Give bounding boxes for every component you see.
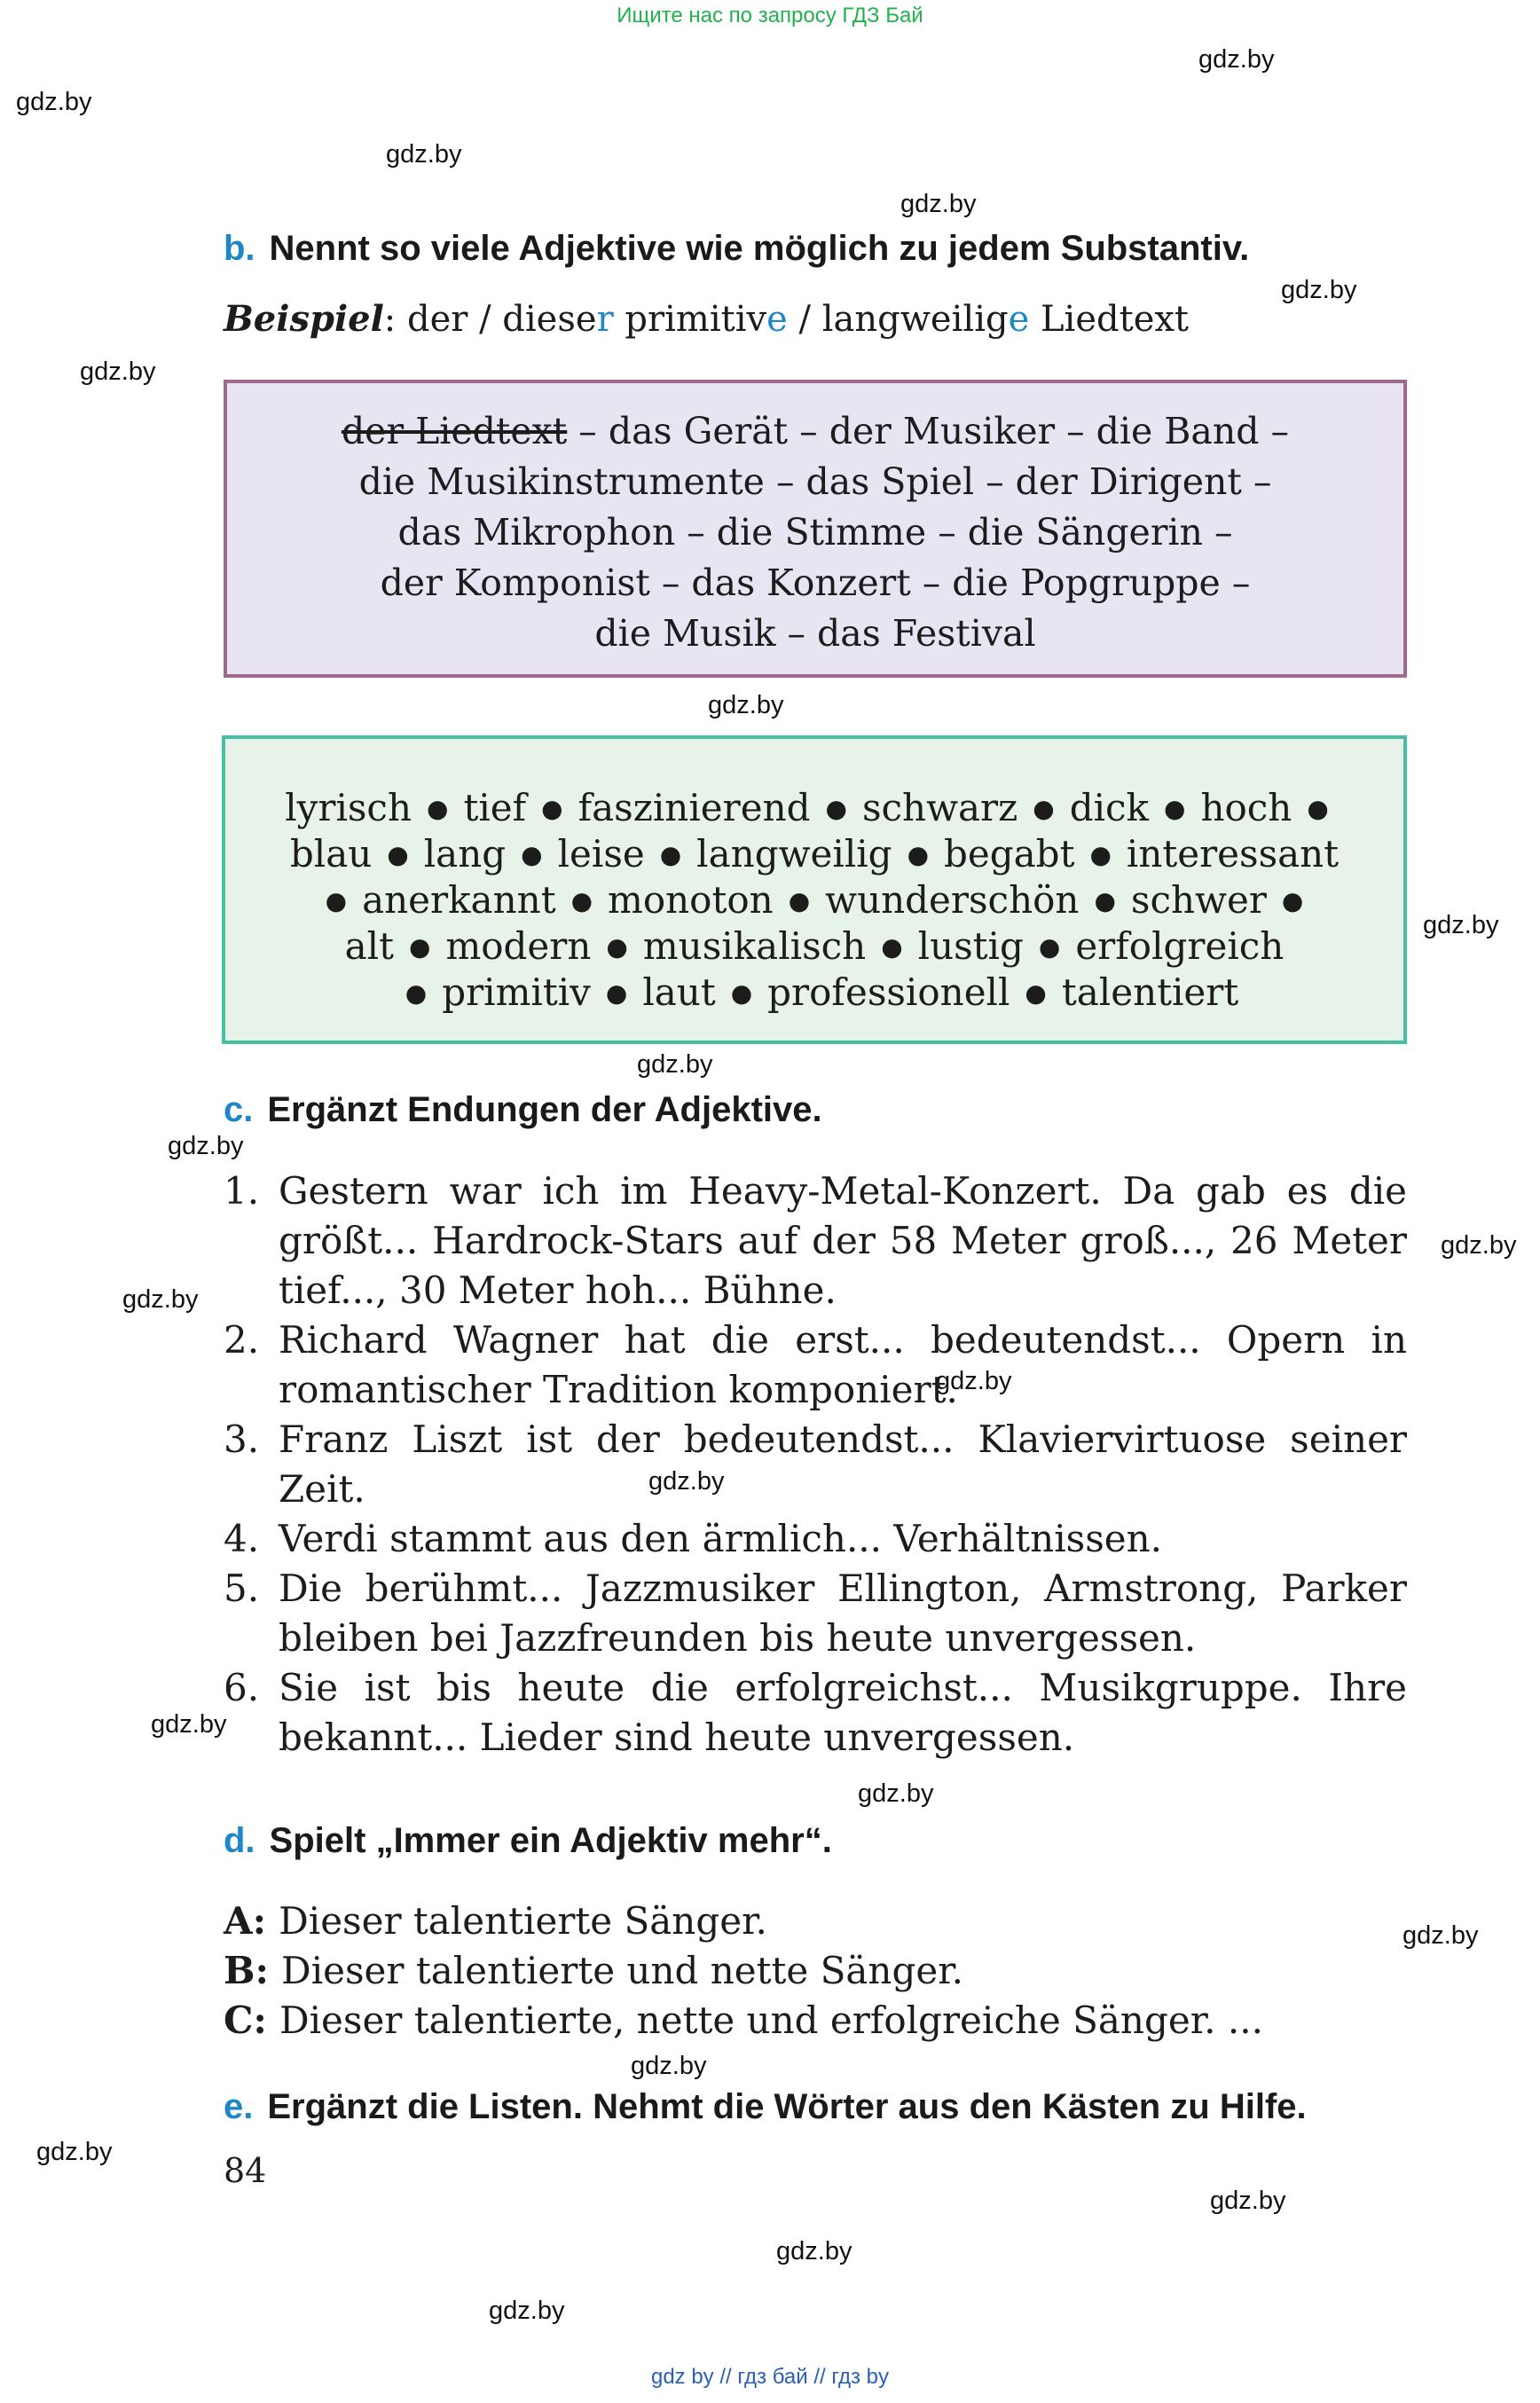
item-number: 6. <box>224 1666 260 1709</box>
watermark: gdz.by <box>637 1050 713 1079</box>
bullet-icon: ● <box>541 794 563 823</box>
adjective: talentiert <box>1061 970 1239 1014</box>
task-letter: b. <box>224 229 255 268</box>
example-colon: : <box>383 299 397 340</box>
adjective: tief <box>463 786 527 829</box>
adjectives-box <box>222 735 1407 1044</box>
crossed-noun: der Liedtext <box>341 410 568 452</box>
adjective: monoton <box>608 878 774 922</box>
footer-links[interactable]: gdz by // гдз бай // гдз by <box>650 2365 890 2389</box>
watermark: gdz.by <box>1423 911 1499 939</box>
watermark: gdz.by <box>168 1132 244 1160</box>
adjective: schwer <box>1130 878 1267 922</box>
bullet-icon: ● <box>1089 840 1112 869</box>
item-text: Sie ist bis heute die erfolgreichst... Musikgruppe. Ihre bekannt... Lieder sind heute unvergessen. <box>279 1666 1407 1759</box>
watermark: gdz.by <box>631 2052 707 2080</box>
adjective: erfolgreich <box>1075 924 1285 968</box>
adjective: alt <box>344 924 394 968</box>
item-text: Richard Wagner hat die erst... bedeutendst... Opern in romantischer Tradition komponiert. <box>279 1318 1407 1411</box>
nouns-line: die Musikinstrumente – das Spiel – der Dirigent – <box>358 460 1272 503</box>
bullet-icon: ● <box>1094 886 1116 915</box>
bullet-icon: ● <box>881 932 903 962</box>
adjectives-line <box>241 923 1387 970</box>
item-number: 2. <box>224 1318 260 1362</box>
dialog-text: Dieser talentierte Sänger. <box>279 1899 767 1943</box>
watermark: gdz.by <box>80 357 156 386</box>
watermark: gdz.by <box>900 190 977 218</box>
watermark: gdz.by <box>151 1710 227 1739</box>
task-text: Nennt so viele Adjektive wie möglich zu jedem Substantiv. <box>269 229 1250 268</box>
dialog-line <box>224 1996 1263 2046</box>
adjective: modern <box>445 924 592 968</box>
ending-highlight: r <box>596 299 614 340</box>
dialog <box>224 1896 1263 2046</box>
example-text: der / diese <box>396 299 597 340</box>
speaker-label: A: <box>224 1899 267 1943</box>
bullet-icon: ● <box>659 840 682 869</box>
adjectives-line <box>241 785 1387 831</box>
adjective: lyrisch <box>285 786 412 829</box>
item-text: Franz Liszt ist der bedeutendst... Klaviervirtuose seiner Zeit. <box>279 1417 1407 1511</box>
adjectives-line <box>241 877 1387 923</box>
page-number: 84 <box>224 2151 267 2190</box>
bullet-icon: ● <box>1033 794 1055 823</box>
watermark: gdz.by <box>1281 276 1357 304</box>
item-text: Verdi stammt aus den ärmlich... Verhältnissen. <box>279 1517 1163 1560</box>
adjective: professionell <box>767 970 1010 1014</box>
task-letter: d. <box>224 1821 255 1860</box>
adjective: wunderschön <box>825 878 1080 922</box>
adjective: interessant <box>1126 832 1340 876</box>
example-line <box>224 298 1189 340</box>
task-text: Ergänzt Endungen der Adjektive. <box>267 1090 822 1129</box>
watermark: gdz.by <box>936 1367 1012 1395</box>
ending-highlight: e <box>766 299 788 340</box>
dialog-line <box>224 1896 1263 1946</box>
watermark: gdz.by <box>1198 45 1275 74</box>
bullet-icon: ● <box>409 932 431 962</box>
watermark: gdz.by <box>648 1467 725 1496</box>
adjective: lang <box>423 832 507 876</box>
exercise-item <box>224 1663 1407 1763</box>
watermark: gdz.by <box>386 140 462 169</box>
adjectives-line <box>241 831 1387 877</box>
watermark: gdz.by <box>122 1285 199 1314</box>
task-letter: e. <box>224 2087 254 2126</box>
item-text: Gestern war ich im Heavy-Metal-Konzert. Da gab es die größt... Hardrock-Stars auf der 58 Meter groß..., 26 Meter tief..., 30 Meter hoh... Bühne. <box>279 1169 1407 1312</box>
dialog-text: Dieser talentierte und nette Sänger. <box>281 1949 964 1992</box>
task-text: Spielt „Immer ein Adjektiv mehr“. <box>269 1821 832 1860</box>
bullet-icon: ● <box>387 840 409 869</box>
item-number: 1. <box>224 1169 260 1213</box>
nouns-line: das Mikrophon – die Stimme – die Sängerin – <box>397 511 1233 554</box>
watermark: gdz.by <box>16 88 92 116</box>
adjective: dick <box>1069 786 1149 829</box>
task-text: Ergänzt die Listen. Nehmt die Wörter aus den Kästen zu Hilfe. <box>267 2087 1307 2126</box>
nouns-line: der Komponist – das Konzert – die Popgruppe – <box>380 561 1251 604</box>
nouns-text: – das Gerät – der Musiker – die Band – <box>567 410 1290 452</box>
watermark: gdz.by <box>489 2297 565 2325</box>
watermark: gdz.by <box>776 2237 852 2266</box>
bullet-icon: ● <box>1281 886 1304 915</box>
example-label: Beispiel <box>224 298 384 340</box>
adjective: blau <box>289 832 373 876</box>
adjective: leise <box>557 832 645 876</box>
adjective: primitiv <box>442 970 591 1014</box>
dialog-line <box>224 1946 1263 1996</box>
bullet-icon: ● <box>788 886 811 915</box>
task-e-heading <box>224 2087 1307 2127</box>
exercise-item <box>224 1514 1407 1564</box>
adjective: schwarz <box>861 786 1018 829</box>
speaker-label: C: <box>224 1999 267 2042</box>
exercise-item <box>224 1315 1407 1415</box>
adjective: laut <box>642 970 716 1014</box>
nouns-line <box>254 406 1377 457</box>
item-number: 5. <box>224 1567 260 1610</box>
bullet-icon: ● <box>1307 794 1329 823</box>
watermark: gdz.by <box>36 2138 113 2166</box>
bullet-icon: ● <box>907 840 930 869</box>
item-text: Die berühmt... Jazzmusiker Ellington, Armstrong, Parker bleiben bei Jazzfreunden bis heute unvergessen. <box>279 1567 1407 1660</box>
bullet-icon: ● <box>1025 978 1047 1008</box>
item-number: 3. <box>224 1417 260 1461</box>
exercise-list <box>224 1166 1407 1763</box>
adjectives-line <box>241 970 1387 1016</box>
example-text: Liedtext <box>1029 299 1189 340</box>
bullet-icon: ● <box>730 978 753 1008</box>
watermark: gdz.by <box>1210 2187 1286 2215</box>
adjective: lustig <box>917 924 1024 968</box>
bullet-icon: ● <box>325 886 348 915</box>
watermark: gdz.by <box>1441 1231 1517 1260</box>
adjective: hoch <box>1200 786 1292 829</box>
dialog-text: Dieser talentierte, nette und erfolgreiche Sänger. ... <box>279 1999 1263 2042</box>
bullet-icon: ● <box>427 794 449 823</box>
exercise-item <box>224 1564 1407 1663</box>
example-text: primitiv <box>613 299 767 340</box>
task-c-heading <box>224 1090 822 1130</box>
bullet-icon: ● <box>606 932 628 962</box>
example-text: / langweilig <box>787 299 1009 340</box>
watermark: gdz.by <box>1402 1921 1479 1950</box>
bullet-icon: ● <box>825 794 847 823</box>
bullet-icon: ● <box>521 840 543 869</box>
adjective: anerkannt <box>362 878 556 922</box>
adjective: musikalisch <box>642 924 867 968</box>
item-number: 4. <box>224 1517 260 1560</box>
adjective: faszinierend <box>578 786 811 829</box>
watermark: gdz.by <box>858 1779 934 1808</box>
top-banner: Ищите нас по запросу ГДЗ Бай <box>617 4 923 27</box>
bullet-icon: ● <box>405 978 428 1008</box>
bullet-icon: ● <box>605 978 628 1008</box>
watermark: gdz.by <box>708 691 784 719</box>
task-b-heading <box>224 229 1249 269</box>
bullet-icon: ● <box>570 886 593 915</box>
adjective: langweilig <box>696 832 892 876</box>
bullet-icon: ● <box>1038 932 1061 962</box>
exercise-item <box>224 1166 1407 1315</box>
exercise-item <box>224 1415 1407 1514</box>
adjective: begabt <box>944 832 1075 876</box>
task-letter: c. <box>224 1090 254 1129</box>
nouns-box <box>224 380 1407 678</box>
nouns-line: die Musik – das Festival <box>594 612 1036 655</box>
bullet-icon: ● <box>1164 794 1186 823</box>
speaker-label: B: <box>224 1949 270 1992</box>
ending-highlight: e <box>1008 299 1030 340</box>
task-d-heading <box>224 1821 832 1861</box>
